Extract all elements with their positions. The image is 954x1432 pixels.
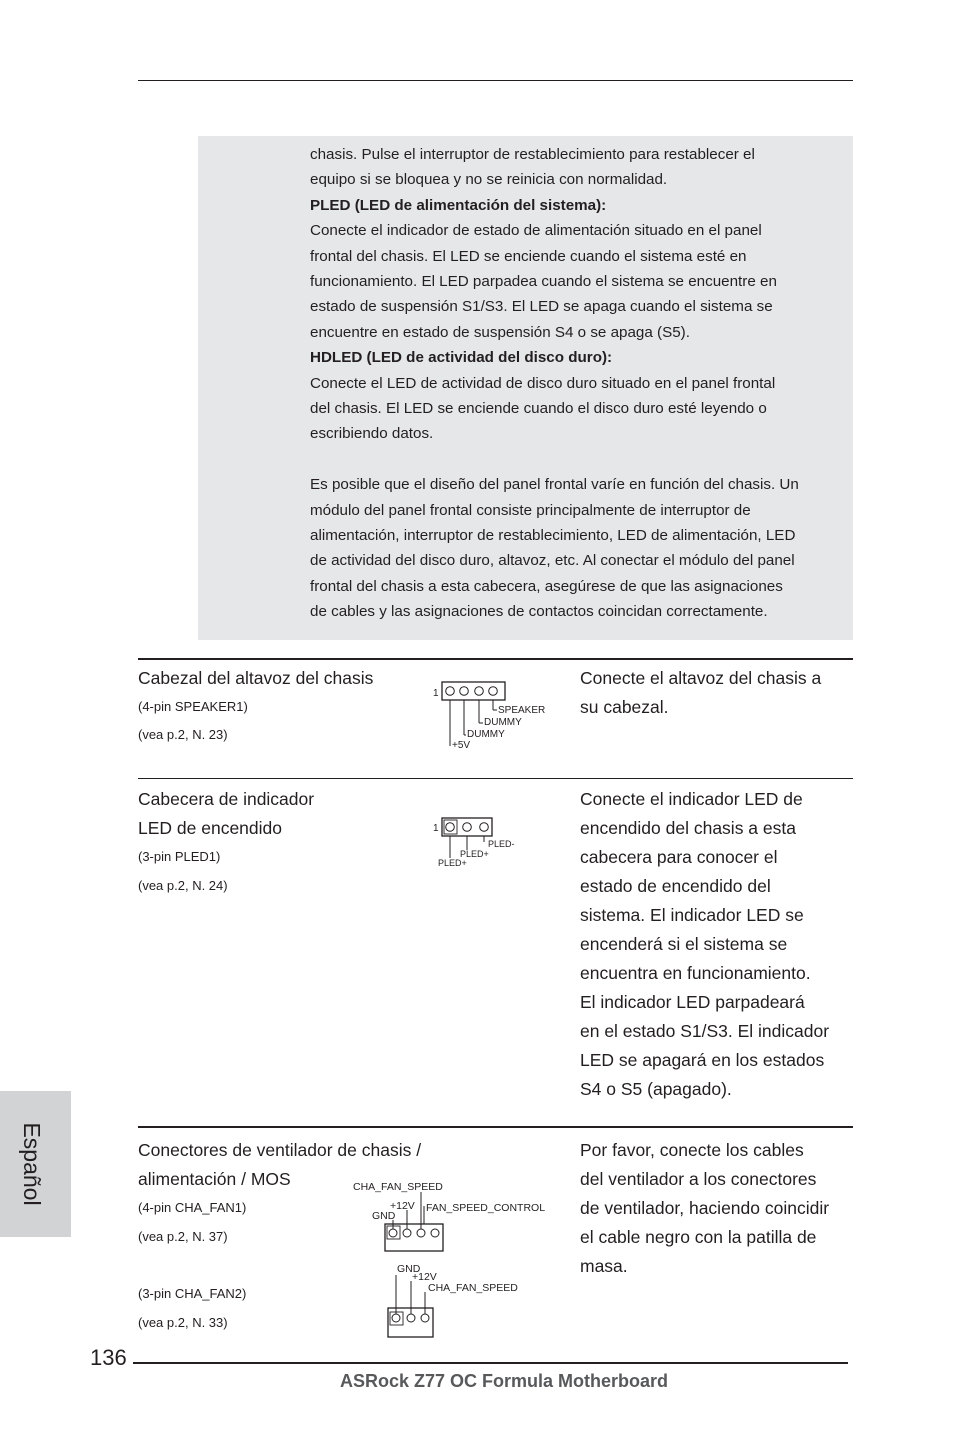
speaker-pin-label: (4-pin SPEAKER1)	[138, 699, 248, 714]
language-tab-text: Español	[19, 1122, 45, 1206]
note-line: estado de suspensión S1/S3. El LED se apaga cuando el sistema se	[310, 298, 773, 316]
fan-desc-line: Por favor, conecte los cables	[580, 1140, 804, 1160]
top-rule	[138, 80, 853, 81]
section-rule-fan	[138, 1126, 853, 1128]
note-line: encuentre en estado de suspensión S4 o se apaga (S5).	[310, 323, 690, 341]
pled-title-line1: Cabecera de indicador	[138, 789, 315, 809]
pled-desc-line: estado de encendido del	[580, 876, 771, 896]
note-heading-pled: PLED (LED de alimentación del sistema):	[310, 196, 607, 214]
fan2-pin-label: (3-pin CHA_FAN2)	[138, 1286, 247, 1301]
page-number: 136	[90, 1345, 127, 1370]
speaker-title: Cabezal del altavoz del chasis	[138, 668, 374, 688]
fan-description	[580, 1136, 860, 1281]
note-spacer	[310, 447, 858, 472]
speaker-pin-dummy-label: DUMMY	[484, 717, 522, 728]
pled-minus-label: PLED-	[488, 839, 515, 849]
pled-desc-line: El indicador LED parpadeará	[580, 992, 805, 1012]
pled-pin	[446, 823, 455, 832]
note-line: Conecte el LED de actividad de disco duro situado en el panel frontal	[310, 374, 776, 392]
pled-desc-line: encendido del chasis a esta	[580, 818, 796, 838]
speaker-header-diagram	[430, 678, 550, 753]
fan1-pin	[389, 1229, 397, 1237]
note-line: frontal del chasis. El LED se enciende cuando el sistema esté en	[310, 247, 747, 265]
speaker-pin-5v-label: +5V	[452, 740, 471, 751]
fan1-page-ref: (vea p.2, N. 37)	[138, 1229, 228, 1244]
fan-desc-line: el cable negro con la patilla de	[580, 1227, 817, 1247]
section-rule-speaker	[138, 658, 853, 660]
fan1-12v-label: +12V	[390, 1200, 415, 1212]
note-heading-hdled: HDLED (LED de actividad del disco duro):	[310, 349, 613, 367]
fan2-pin	[421, 1314, 429, 1322]
note-line: frontal del chasis a esta cabecera, asegúrese de que las asignaciones	[310, 577, 783, 595]
note-line: Conecte el indicador de estado de alimentación situado en el panel	[310, 222, 762, 240]
fan2-gnd-label: GND	[397, 1263, 421, 1275]
note-line: funcionamiento. El LED parpadea cuando el sistema se encuentre en	[310, 273, 777, 291]
fan2-page-ref: (vea p.2, N. 33)	[138, 1315, 228, 1330]
language-tab-label	[10, 1091, 62, 1237]
fan1-header-diagram	[350, 1176, 555, 1256]
fan-title-line1: Conectores de ventilador de chasis /	[138, 1140, 422, 1160]
note-line: chasis. Pulse el interruptor de restablecimiento para restablecer el	[310, 146, 755, 163]
section-rule-pled	[138, 778, 853, 779]
note-line: Es posible que el diseño del panel frontal varíe en función del chasis. Un	[310, 476, 799, 494]
note-text-block	[310, 142, 858, 625]
note-line: alimentación, interruptor de restablecimiento, LED de alimentación, LED	[310, 527, 796, 545]
fan2-pin	[392, 1314, 400, 1322]
pled-description	[580, 785, 860, 1104]
speaker-desc-line: su cabezal.	[580, 697, 669, 717]
fan1-pin-label: (4-pin CHA_FAN1)	[138, 1200, 247, 1215]
speaker-description	[580, 664, 860, 722]
pled-pin	[463, 823, 472, 832]
footer-rule	[133, 1362, 848, 1364]
pled-desc-line: en el estado S1/S3. El indicador	[580, 1021, 830, 1041]
fan1-gnd-label: GND	[372, 1210, 396, 1222]
speaker-desc-line: Conecte el altavoz del chasis a	[580, 668, 822, 688]
speaker-pin1-label: 1	[433, 688, 439, 699]
fan2-header-diagram	[380, 1256, 525, 1342]
fan1-header-body	[385, 1224, 443, 1251]
pled-pin	[480, 823, 489, 832]
pled-desc-line: LED se apagará en los estados	[580, 1050, 825, 1070]
fan2-12v-label: +12V	[412, 1271, 437, 1283]
speaker-pin-dummy-label: DUMMY	[467, 729, 505, 740]
pled-pin-label: (3-pin PLED1)	[138, 849, 221, 864]
speaker-pin	[446, 687, 455, 696]
note-line: del chasis. El LED se enciende cuando el disco duro esté leyendo o	[310, 400, 767, 418]
speaker-pin	[460, 687, 469, 696]
pled-desc-line: S4 o S5 (apagado).	[580, 1079, 732, 1099]
fan1-pin	[403, 1229, 411, 1237]
pled-plus-label: PLED+	[460, 849, 489, 859]
note-line: módulo del panel frontal consiste principalmente de interruptor de	[310, 501, 751, 519]
speaker-header-body	[442, 682, 505, 700]
pled-desc-line: cabecera para conocer el	[580, 847, 778, 867]
note-line: escribiendo datos.	[310, 425, 434, 443]
pled-title-line2: LED de encendido	[138, 818, 282, 838]
pled-header-diagram	[430, 814, 520, 870]
pled-desc-line: sistema. El indicador LED se	[580, 905, 804, 925]
fan-title-line2: alimentación / MOS	[138, 1169, 291, 1189]
pled-pin1-label: 1	[433, 823, 439, 834]
pled-desc-line: Conecte el indicador LED de	[580, 789, 803, 809]
speaker-pin-speaker-label: SPEAKER	[498, 705, 546, 716]
footer-title: ASRock Z77 OC Formula Motherboard	[339, 1371, 669, 1391]
fan1-speed-label: CHA_FAN_SPEED	[353, 1181, 443, 1193]
note-line: de cables y las asignaciones de contactos coincidan correctamente.	[310, 603, 768, 621]
pled-desc-line: encuentra en funcionamiento.	[580, 963, 811, 983]
speaker-pin	[489, 687, 498, 696]
pled-desc-line: encenderá si el sistema se	[580, 934, 788, 954]
fan2-pin	[407, 1314, 415, 1322]
pled-header-body	[442, 818, 492, 836]
fan1-pin	[431, 1229, 439, 1237]
fan1-pin	[417, 1229, 425, 1237]
pled-page-ref: (vea p.2, N. 24)	[138, 878, 228, 893]
fan1-control-label: FAN_SPEED_CONTROL	[426, 1202, 546, 1214]
fan-desc-line: del ventilador a los conectores	[580, 1169, 817, 1189]
note-line: de actividad del disco duro, altavoz, etc. Al conectar el módulo del panel	[310, 552, 795, 570]
note-line: equipo si se bloquea y no se reinicia con normalidad.	[310, 171, 668, 189]
pled-plus-label: PLED+	[438, 858, 467, 868]
fan-desc-line: masa.	[580, 1256, 628, 1276]
speaker-pin	[475, 687, 484, 696]
speaker-page-ref: (vea p.2, N. 23)	[138, 727, 228, 742]
fan-desc-line: de ventilador, haciendo coincidir	[580, 1198, 830, 1218]
fan2-speed-label: CHA_FAN_SPEED	[428, 1282, 518, 1294]
